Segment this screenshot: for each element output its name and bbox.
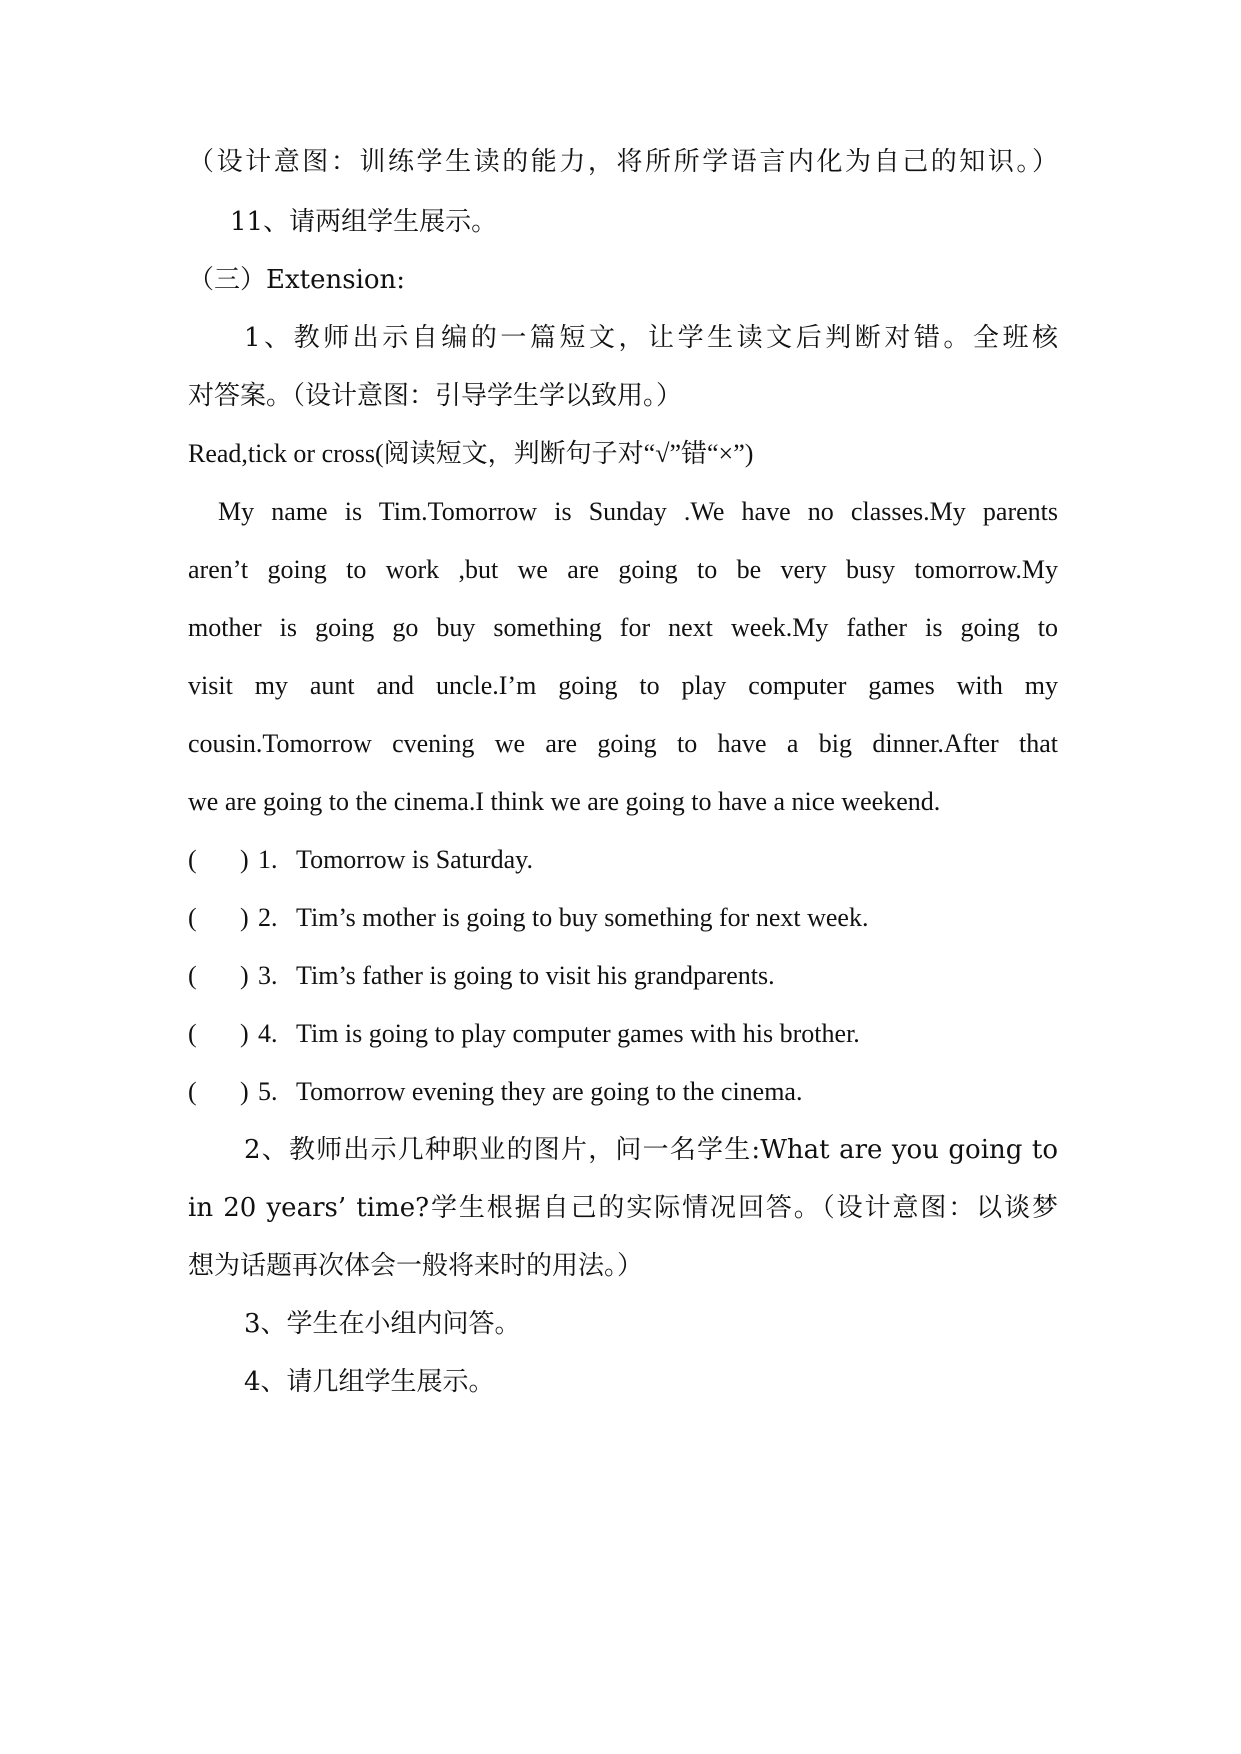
- answer-blank-close: ): [240, 961, 249, 990]
- answer-blank-open: (: [188, 845, 197, 874]
- extension-step-2-cont: in 20 years’ time?学生根据自己的实际情况回答。（设计意图：以谈梦: [188, 1193, 1058, 1223]
- answer-blank-open: (: [188, 903, 197, 932]
- passage-line-4: visit my aunt and uncle.I’m going to play computer games with my: [188, 671, 1058, 700]
- step-11: 11、请两组学生展示。: [230, 207, 498, 237]
- design-intent-reading: （设计意图：训练学生读的能力，将所所学语言内化为自己的知识。）: [188, 147, 1058, 177]
- quiz-statement: Tim is going to play computer games with his brother.: [296, 1019, 860, 1048]
- quiz-number: 4.: [258, 1019, 278, 1048]
- passage-line-3: mother is going go buy something for next week.My father is going to: [188, 613, 1058, 642]
- quiz-statement: Tomorrow evening they are going to the cinema.: [296, 1077, 803, 1106]
- quiz-statement: Tim’s mother is going to buy something for next week.: [296, 903, 869, 932]
- answer-blank-open: (: [188, 961, 197, 990]
- quiz-number: 1.: [258, 845, 278, 874]
- answer-blank-open: (: [188, 1077, 197, 1106]
- exercise-instruction: Read,tick or cross(阅读短文，判断句子对“√”错“×”): [188, 439, 754, 468]
- extension-step-2-cont-2: 想为话题再次体会一般将来时的用法。）: [188, 1251, 644, 1281]
- passage-line-1: My name is Tim.Tomorrow is Sunday .We have no classes.My parents: [218, 497, 1058, 526]
- extension-step-1: 1、教师出示自编的一篇短文，让学生读文后判断对错。全班核: [244, 323, 1058, 353]
- quiz-item-5: [188, 1074, 802, 1110]
- quiz-statement: Tim’s father is going to visit his grandparents.: [296, 961, 775, 990]
- answer-blank-close: ): [240, 1019, 249, 1048]
- quiz-item-4: [188, 1016, 860, 1052]
- extension-step-2: 2、教师出示几种职业的图片，问一名学生:What are you going to: [244, 1135, 1058, 1165]
- quiz-number: 2.: [258, 903, 278, 932]
- answer-blank-close: ): [240, 1077, 249, 1106]
- quiz-statement: Tomorrow is Saturday.: [296, 845, 533, 874]
- passage-line-2: aren’t going to work ,but we are going to be very busy tomorrow.My: [188, 555, 1058, 584]
- quiz-number: 3.: [258, 961, 278, 990]
- quiz-number: 5.: [258, 1077, 278, 1106]
- passage-line-5: cousin.Tomorrow cvening we are going to have a big dinner.After that: [188, 729, 1058, 758]
- quiz-item-2: [188, 900, 868, 936]
- quiz-item-3: [188, 958, 775, 994]
- passage-line-6: we are going to the cinema.I think we are going to have a nice weekend.: [188, 787, 941, 816]
- quiz-item-1: [188, 842, 533, 878]
- answer-blank-close: ): [240, 845, 249, 874]
- extension-step-1-cont: 对答案。（设计意图：引导学生学以致用。）: [188, 381, 683, 411]
- answer-blank-open: (: [188, 1019, 197, 1048]
- extension-step-3: 3、学生在小组内问答。: [244, 1309, 521, 1339]
- section-extension-heading: （三）Extension:: [188, 265, 406, 295]
- extension-step-4: 4、请几组学生展示。: [244, 1367, 495, 1397]
- answer-blank-close: ): [240, 903, 249, 932]
